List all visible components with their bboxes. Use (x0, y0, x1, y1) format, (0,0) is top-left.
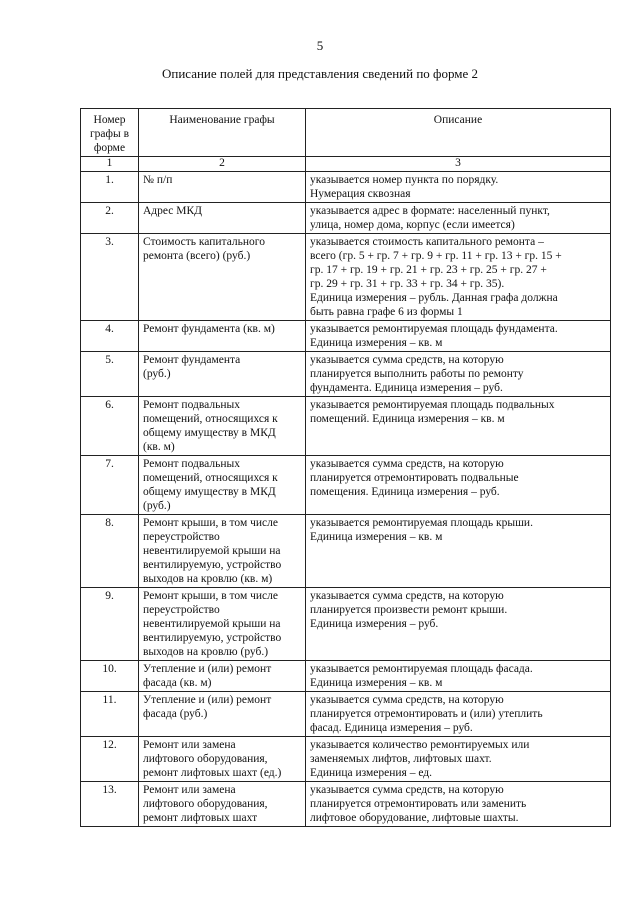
row-name-cell: Ремонт крыши, в том числе переустройство невентилируемой крыши на вентилируемую, устройство выходов на кровлю (кв. м) (139, 515, 306, 588)
column-number-3: 3 (306, 157, 611, 172)
row-number-cell: 4. (81, 321, 139, 352)
header-column-number: Номер графы в форме (81, 109, 139, 157)
column-number-2: 2 (139, 157, 306, 172)
table-row (81, 782, 611, 827)
row-number-cell: 11. (81, 692, 139, 737)
row-number-cell: 3. (81, 234, 139, 321)
row-description-cell: указывается ремонтируемая площадь крыши. Единица измерения – кв. м (306, 515, 611, 588)
table-row (81, 352, 611, 397)
table-header-row (81, 109, 611, 157)
row-description-cell: указывается сумма средств, на которую планируется отремонтировать и (или) утеплить фасад. Единица измерения – руб. (306, 692, 611, 737)
document-title: Описание полей для представления сведений по форме 2 (161, 66, 479, 81)
column-numbers-row (81, 157, 611, 172)
row-name-cell: Ремонт крыши, в том числе переустройство невентилируемой крыши на вентилируемую, устройство выходов на кровлю (руб.) (139, 588, 306, 661)
row-name-cell: Ремонт фундамента (кв. м) (139, 321, 306, 352)
row-description-cell: указывается сумма средств, на которую планируется отремонтировать подвальные помещения. Единица измерения – руб. (306, 456, 611, 515)
row-name-cell: Утепление и (или) ремонт фасада (руб.) (139, 692, 306, 737)
row-description-cell: указывается стоимость капитального ремонта – всего (гр. 5 + гр. 7 + гр. 9 + гр. 11 + гр. 13 + гр. 15 + гр. 17 + гр. 19 + гр. 21 + гр. 23 + гр. 25 + гр. 27 + гр. 29 + гр. 31 + гр. 33 + гр. 34 + гр. 35). Единица измерения – рубль. Данная графа должна быть равна графе 6 из формы 1 (306, 234, 611, 321)
row-name-cell: Ремонт или замена лифтового оборудования, ремонт лифтовых шахт (139, 782, 306, 827)
table-row (81, 172, 611, 203)
row-name-cell: Ремонт подвальных помещений, относящихся к общему имуществу в МКД (кв. м) (139, 397, 306, 456)
row-name-cell: Ремонт подвальных помещений, относящихся к общему имуществу в МКД (руб.) (139, 456, 306, 515)
table-row (81, 661, 611, 692)
header-column-name: Наименование графы (139, 109, 306, 157)
row-description-cell: указывается адрес в формате: населенный пункт, улица, номер дома, корпус (если имеется) (306, 203, 611, 234)
table-row (81, 692, 611, 737)
row-description-cell: указывается сумма средств, на которую планируется выполнить работы по ремонту фундамента. Единица измерения – руб. (306, 352, 611, 397)
table-row (81, 737, 611, 782)
fields-table (80, 108, 611, 827)
row-number-cell: 10. (81, 661, 139, 692)
row-description-cell: указывается ремонтируемая площадь фундамента. Единица измерения – кв. м (306, 321, 611, 352)
row-number-cell: 2. (81, 203, 139, 234)
table-row (81, 515, 611, 588)
row-number-cell: 7. (81, 456, 139, 515)
row-number-cell: 1. (81, 172, 139, 203)
row-name-cell: Ремонт фундамента (руб.) (139, 352, 306, 397)
row-number-cell: 5. (81, 352, 139, 397)
row-name-cell: Адрес МКД (139, 203, 306, 234)
table-row (81, 234, 611, 321)
row-description-cell: указывается сумма средств, на которую планируется отремонтировать или заменить лифтовое оборудование, лифтовые шахты. (306, 782, 611, 827)
row-description-cell: указывается ремонтируемая площадь подвальных помещений. Единица измерения – кв. м (306, 397, 611, 456)
row-number-cell: 6. (81, 397, 139, 456)
row-number-cell: 9. (81, 588, 139, 661)
table-row (81, 397, 611, 456)
row-name-cell: Утепление и (или) ремонт фасада (кв. м) (139, 661, 306, 692)
table-row (81, 203, 611, 234)
row-description-cell: указывается сумма средств, на которую планируется произвести ремонт крыши. Единица измерения – руб. (306, 588, 611, 661)
row-description-cell: указывается количество ремонтируемых или заменяемых лифтов, лифтовых шахт. Единица измерения – ед. (306, 737, 611, 782)
table-row (81, 588, 611, 661)
header-column-description: Описание (306, 109, 611, 157)
row-number-cell: 13. (81, 782, 139, 827)
page-number: 5 (316, 38, 324, 53)
row-description-cell: указывается номер пункта по порядку. Нумерация сквозная (306, 172, 611, 203)
row-number-cell: 8. (81, 515, 139, 588)
row-name-cell: № п/п (139, 172, 306, 203)
table-row (81, 321, 611, 352)
column-number-1: 1 (81, 157, 139, 172)
row-description-cell: указывается ремонтируемая площадь фасада. Единица измерения – кв. м (306, 661, 611, 692)
row-name-cell: Ремонт или замена лифтового оборудования, ремонт лифтовых шахт (ед.) (139, 737, 306, 782)
row-number-cell: 12. (81, 737, 139, 782)
row-name-cell: Стоимость капитального ремонта (всего) (руб.) (139, 234, 306, 321)
table-row (81, 456, 611, 515)
